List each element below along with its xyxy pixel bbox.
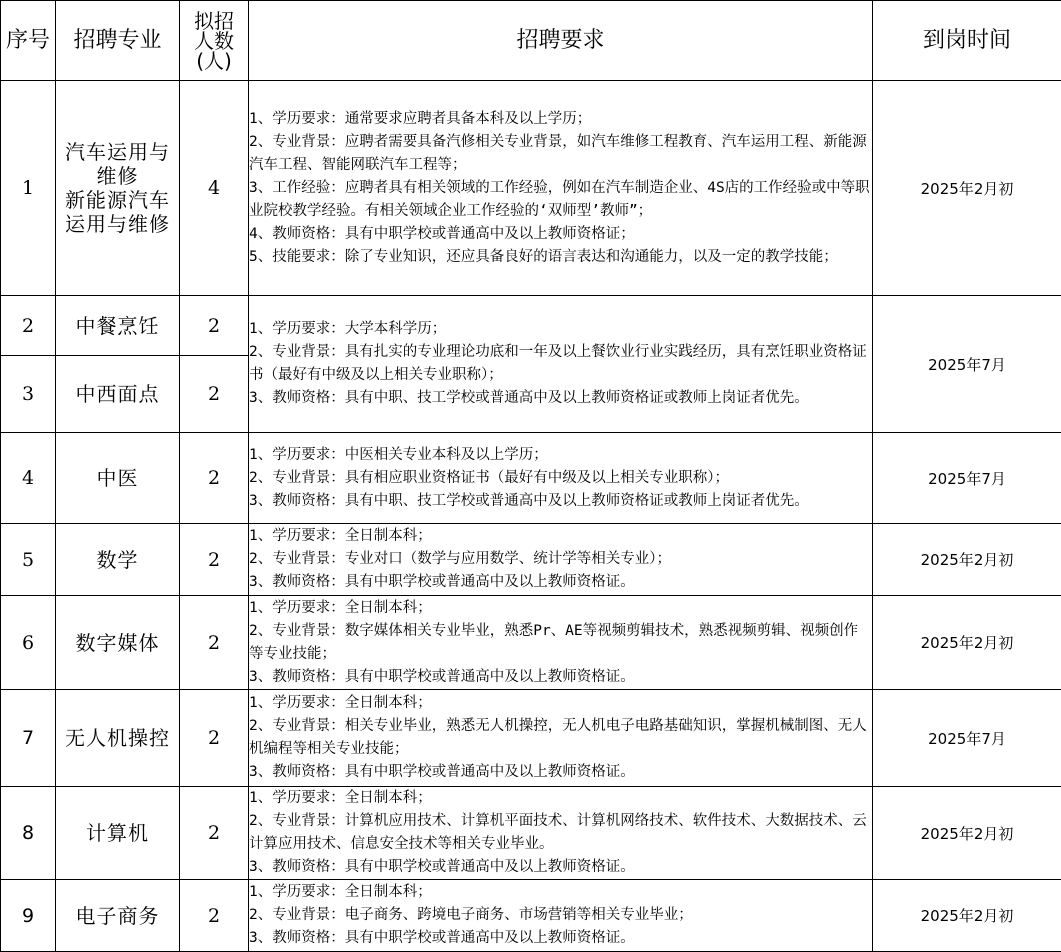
requirement-item: 1、学历要求：大学本科学历； — [249, 318, 872, 341]
row-seq: 7 — [1, 690, 56, 787]
table-row — [1, 596, 1061, 690]
table-row — [1, 296, 1061, 356]
requirement-item: 1、学历要求：通常要求应聘者具备本科及以上学历； — [249, 108, 872, 131]
requirement-item: 5、技能要求：除了专业知识，还应具备良好的语言表达和沟通能力，以及一定的教学技能； — [249, 246, 872, 269]
row-major: 中医 — [56, 433, 180, 524]
row-seq: 9 — [1, 880, 56, 952]
requirement-item: 3、教师资格：具有中职学校或普通高中及以上教师资格证。 — [249, 856, 872, 879]
row-seq: 4 — [1, 433, 56, 524]
table-row — [1, 690, 1061, 787]
row-seq: 2 — [1, 296, 56, 356]
row-major: 中西面点 — [56, 356, 180, 433]
requirement-item: 3、教师资格：具有中职、技工学校或普通高中及以上教师资格证或教师上岗证者优先。 — [249, 490, 872, 513]
row-count: 2 — [180, 690, 249, 787]
row-time: 2025年2月初 — [873, 596, 1061, 690]
table-row — [1, 880, 1061, 952]
requirement-item: 4、教师资格：具有中职学校或普通高中及以上教师资格证； — [249, 223, 872, 246]
requirement-item: 2、专业背景：专业对口（数学与应用数学、统计学等相关专业）； — [249, 548, 872, 571]
row-seq: 3 — [1, 356, 56, 433]
requirement-item: 2、专业背景：相关专业毕业，熟悉无人机操控，无人机电子电路基础知识，掌握机械制图、无人机编程等相关专业技能； — [249, 715, 872, 761]
requirement-item: 1、学历要求：全日制本科； — [249, 787, 872, 810]
requirement-item: 1、学历要求：全日制本科； — [249, 525, 872, 548]
requirement-item: 2、专业背景：应聘者需要具备汽修相关专业背景，如汽车维修工程教育、汽车运用工程、新能源汽车工程、智能网联汽车工程等； — [249, 131, 872, 177]
header-seq: 序号 — [1, 1, 56, 81]
major-line: 新能源汽车 — [56, 188, 179, 212]
requirement-item: 3、教师资格：具有中职学校或普通高中及以上教师资格证。 — [249, 927, 872, 950]
header-major: 招聘专业 — [56, 1, 180, 81]
requirement-item: 2、专业背景：具有扎实的专业理论功底和一年及以上餐饮业行业实践经历，具有烹饪职业资格证书（最好有中级及以上相关专业职称）； — [249, 341, 872, 387]
row-major — [56, 81, 180, 296]
requirement-item: 2、专业背景：电子商务、跨境电子商务、市场营销等相关专业毕业； — [249, 904, 872, 927]
row-seq: 5 — [1, 524, 56, 596]
requirement-item: 3、工作经验：应聘者具有相关领域的工作经验，例如在汽车制造企业、4S店的工作经验或中等职业院校教学经验。有相关领域企业工作经验的‘双师型’教师”； — [249, 177, 872, 223]
row-count: 4 — [180, 81, 249, 296]
header-time: 到岗时间 — [873, 1, 1061, 81]
major-line: 运用与维修 — [56, 212, 179, 236]
requirement-item: 1、学历要求：全日制本科； — [249, 597, 872, 620]
row-count: 2 — [180, 596, 249, 690]
header-count-line: 拟招 — [180, 11, 248, 31]
requirement-item: 3、教师资格：具有中职学校或普通高中及以上教师资格证。 — [249, 571, 872, 594]
major-line: 汽车运用与 — [56, 140, 179, 164]
header-count-line: 人数 — [180, 31, 248, 51]
row-time: 2025年2月初 — [873, 880, 1061, 952]
row-seq: 6 — [1, 596, 56, 690]
header-count-line: (人) — [180, 51, 248, 71]
row-requirements — [249, 596, 873, 690]
row-major: 计算机 — [56, 787, 180, 880]
row-seq: 1 — [1, 81, 56, 296]
table-row — [1, 433, 1061, 524]
major-line: 维修 — [56, 164, 179, 188]
header-requirements: 招聘要求 — [249, 1, 873, 81]
row-requirements — [249, 81, 873, 296]
requirement-item: 3、教师资格：具有中职、技工学校或普通高中及以上教师资格证或教师上岗证者优先。 — [249, 387, 872, 410]
row-count: 2 — [180, 880, 249, 952]
row-major: 数学 — [56, 524, 180, 596]
row-count: 2 — [180, 356, 249, 433]
row-major: 数字媒体 — [56, 596, 180, 690]
row-requirements — [249, 880, 873, 952]
row-requirements — [249, 296, 873, 433]
row-requirements — [249, 787, 873, 880]
row-time: 2025年7月 — [873, 296, 1061, 433]
row-major: 电子商务 — [56, 880, 180, 952]
requirement-item: 2、专业背景：数字媒体相关专业毕业，熟悉Pr、AE等视频剪辑技术，熟悉视频剪辑、视频创作等专业技能； — [249, 620, 872, 666]
header-count — [180, 1, 249, 81]
row-requirements — [249, 690, 873, 787]
row-time: 2025年2月初 — [873, 524, 1061, 596]
row-count: 2 — [180, 296, 249, 356]
row-requirements — [249, 524, 873, 596]
requirement-item: 3、教师资格：具有中职学校或普通高中及以上教师资格证。 — [249, 761, 872, 784]
row-requirements — [249, 433, 873, 524]
table-row — [1, 524, 1061, 596]
requirement-item: 1、学历要求：全日制本科； — [249, 692, 872, 715]
row-count: 2 — [180, 433, 249, 524]
row-time: 2025年2月初 — [873, 81, 1061, 296]
requirement-item: 2、专业背景：具有相应职业资格证书（最好有中级及以上相关专业职称）； — [249, 467, 872, 490]
requirement-item: 3、教师资格：具有中职学校或普通高中及以上教师资格证。 — [249, 666, 872, 689]
requirement-item: 1、学历要求：全日制本科； — [249, 881, 872, 904]
row-major: 中餐烹饪 — [56, 296, 180, 356]
row-time: 2025年7月 — [873, 690, 1061, 787]
row-major: 无人机操控 — [56, 690, 180, 787]
requirement-item: 1、学历要求：中医相关专业本科及以上学历； — [249, 444, 872, 467]
requirement-item: 2、专业背景：计算机应用技术、计算机平面技术、计算机网络技术、软件技术、大数据技术、云计算应用技术、信息安全技术等相关专业毕业。 — [249, 810, 872, 856]
table-row — [1, 81, 1061, 296]
row-time: 2025年2月初 — [873, 787, 1061, 880]
table-row — [1, 787, 1061, 880]
header-row — [1, 1, 1061, 81]
row-count: 2 — [180, 787, 249, 880]
row-time: 2025年7月 — [873, 433, 1061, 524]
row-count: 2 — [180, 524, 249, 596]
row-seq: 8 — [1, 787, 56, 880]
